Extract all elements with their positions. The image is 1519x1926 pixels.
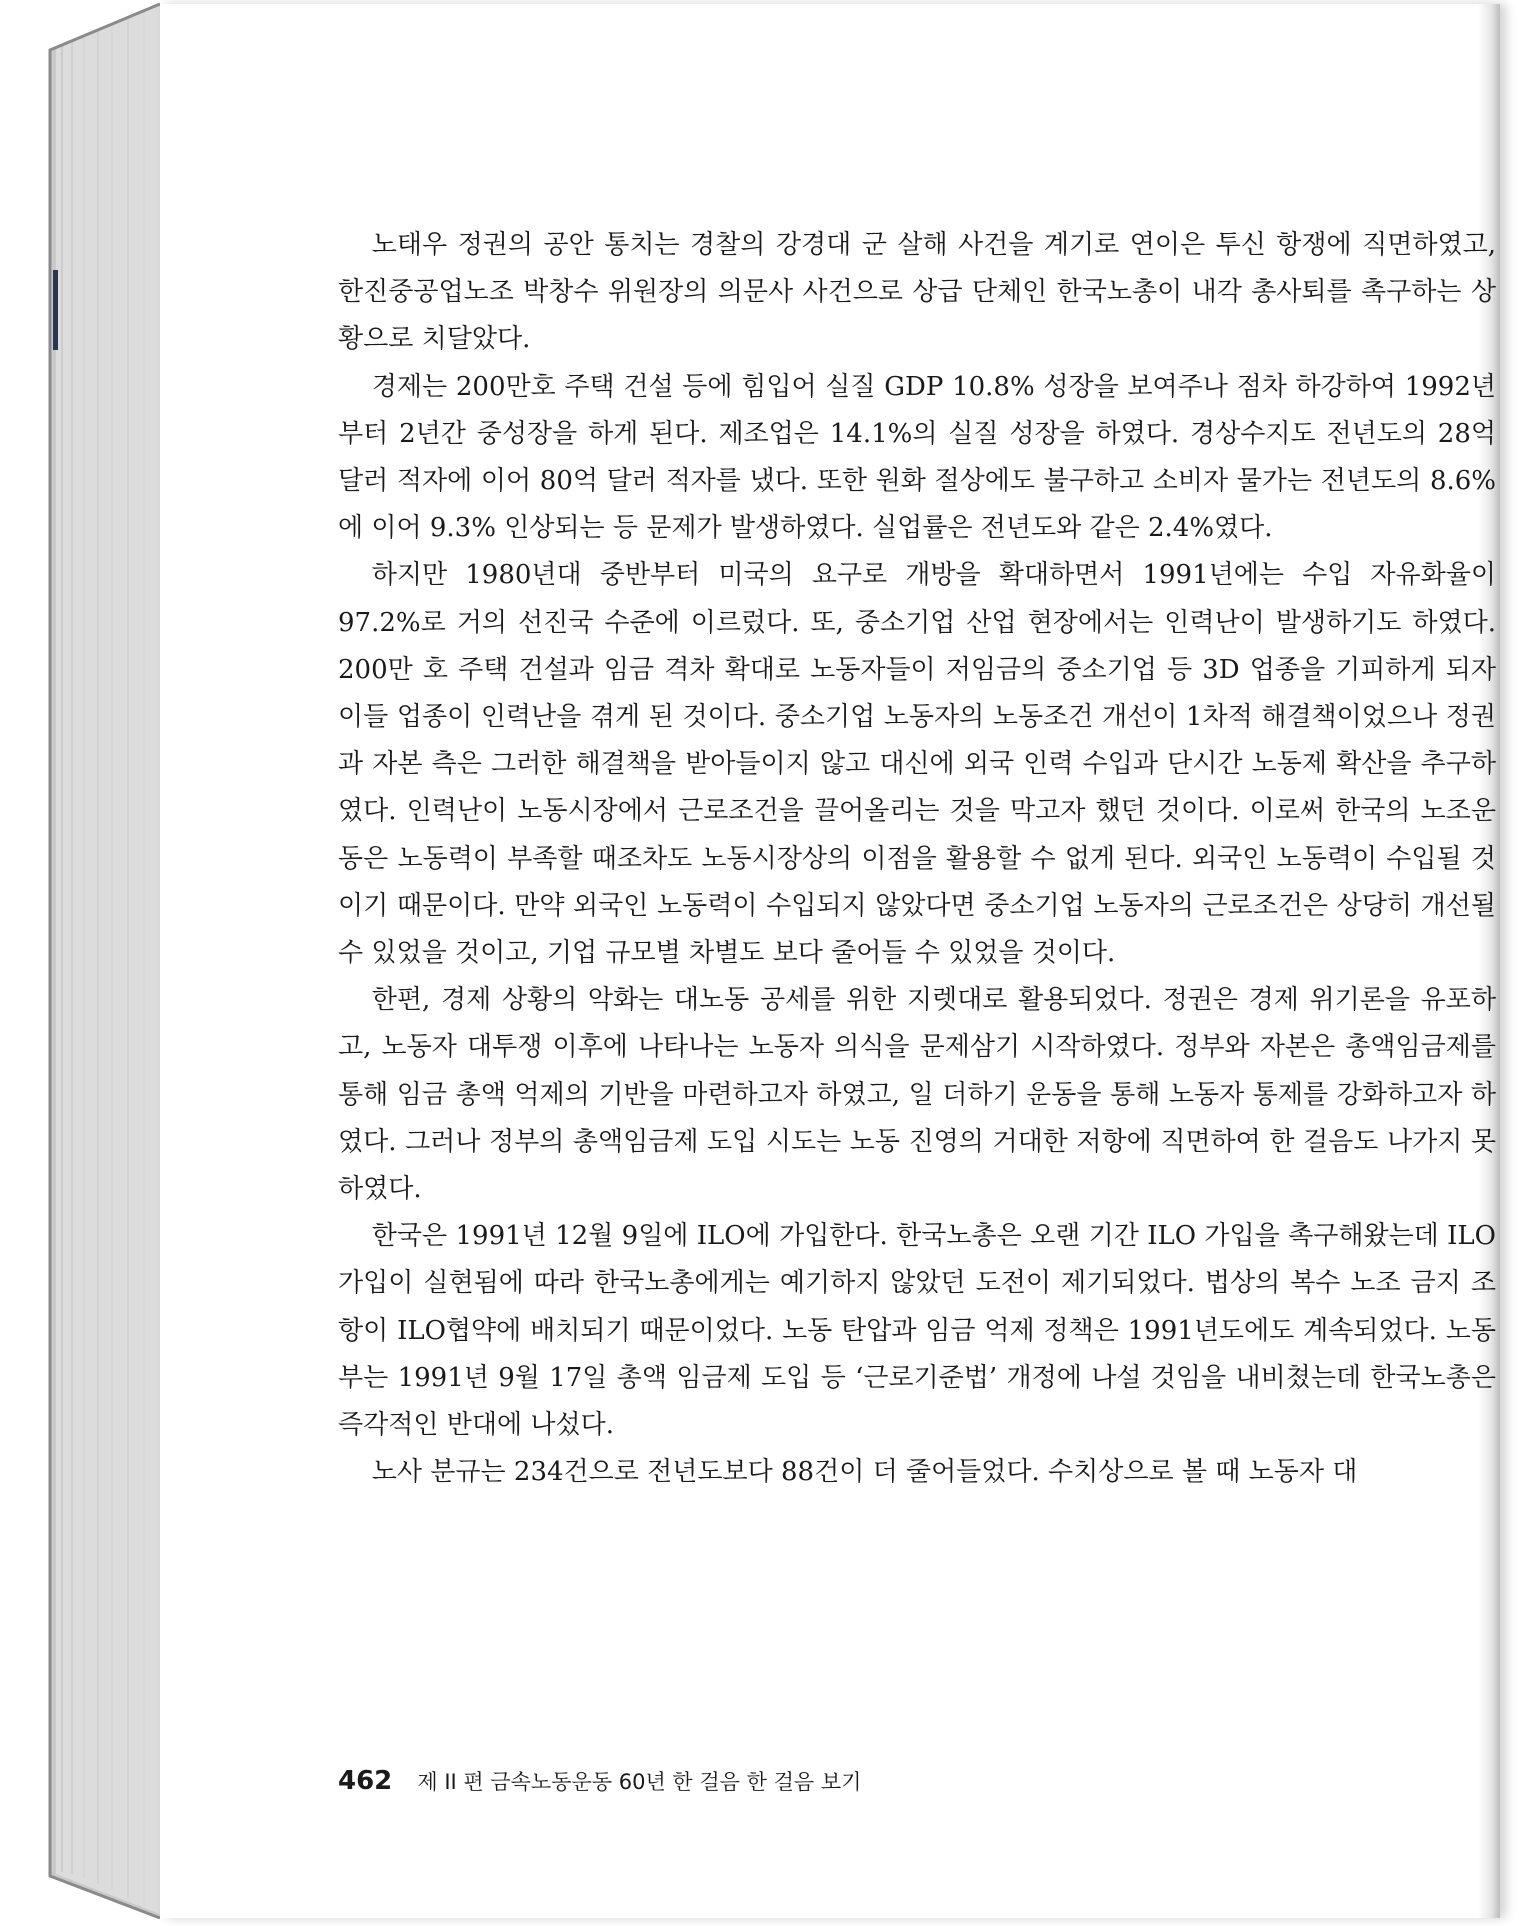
paragraph-4: 한편, 경제 상황의 악화는 대노동 공세를 위한 지렛대로 활용되었다. 정권은 경제 위기론을 유포하고, 노동자 대투쟁 이후에 나타나는 노동자 의식을 문제삼기 시작하였다. 정부와 자본은 총액임금제를 통해 임금 총액 억제의 기반을 마련하고자 하였고, 일 더하기 운동을 통해 노동자 통제를 강화하고자 하였다. 그러나 정부의 총액임금제 도입 시도는 노동 진영의 거대한 저항에 직면하여 한 걸음도 나가지 못하였다. <box>338 985 1496 1205</box>
paragraph-6: 노사 분규는 234건으로 전년도보다 88건이 더 줄어들었다. 수치상으로 볼 때 노동자 대 <box>371 1457 1358 1488</box>
page-edges-graphic <box>0 0 170 1926</box>
page-number: 462 <box>338 1766 393 1796</box>
book-page <box>160 4 1500 1918</box>
paragraph-2: 경제는 200만호 주택 건설 등에 힘입어 실질 GDP 10.8% 성장을 보여주나 점차 하강하여 1992년부터 2년간 중성장을 하게 된다. 제조업은 14.1%의 실질 성장을 하였다. 경상수지도 전년도의 28억 달러 적자에 이어 80억 달러 적자를 냈다. 또한 원화 절상에도 불구하고 소비자 물가는 전년도의 8.6%에 이어 9.3% 인상되는 등 문제가 발생하였다. 실업률은 전년도와 같은 2.4%였다. <box>338 371 1496 544</box>
page-footer <box>338 1766 861 1796</box>
paragraph-3: 하지만 1980년대 중반부터 미국의 요구로 개방을 확대하면서 1991년에는 수입 자유화율이 97.2%로 거의 선진국 수준에 이르렀다. 또, 중소기업 산업 현장에서는 인력난이 발생하기도 하였다. 200만 호 주택 건설과 임금 격차 확대로 노동자들이 저임금의 중소기업 등 3D 업종을 기피하게 되자 이들 업종이 인력난을 겪게 된 것이다. 중소기업 노동자의 노동조건 개선이 1차적 해결책이었으나 정권과 자본 측은 그러한 해결책을 받아들이지 않고 대신에 외국 인력 수입과 단시간 노동제 확산을 추구하였다. 인력난이 노동시장에서 근로조건을 끌어올리는 것을 막고자 했던 것이다. 이로써 한국의 노조운동은 노동력이 부족할 때조차도 노동시장상의 이점을 활용할 수 없게 된다. 외국인 노동력이 수입될 것이기 때문이다. 만약 외국인 노동력이 수입되지 않았다면 중소기업 노동자의 근로조건은 상당히 개선될 수 있었을 것이고, 기업 규모별 차별도 보다 줄어들 수 있었을 것이다. <box>338 560 1497 969</box>
paragraph-1: 노태우 정권의 공안 통치는 경찰의 강경대 군 살해 사건을 계기로 연이은 투신 항쟁에 직면하였고, 한진중공업노조 박창수 위원장의 의문사 사건으로 상급 단체인 한국노총이 내각 총사퇴를 촉구하는 상황으로 치달았다. <box>338 230 1496 355</box>
paragraph-5: 한국은 1991년 12월 9일에 ILO에 가입한다. 한국노총은 오랜 기간 ILO 가입을 촉구해왔는데 ILO 가입이 실현됨에 따라 한국노총에게는 예기하지 않았던 도전이 제기되었다. 법상의 복수 노조 금지 조항이 ILO협약에 배치되기 때문이었다. 노동 탄압과 임금 억제 정책은 1991년도에도 계속되었다. 노동부는 1991년 9월 17일 총액 임금제 도입 등 ‘근로기준법’ 개정에 나설 것임을 내비쳤는데 한국노총은 즉각적인 반대에 나섰다. <box>338 1221 1496 1441</box>
book-page-edges <box>0 0 170 1926</box>
body-text <box>338 222 1496 1496</box>
running-head: 제 II 편 금속노동운동 60년 한 걸음 한 걸음 보기 <box>417 1770 862 1794</box>
